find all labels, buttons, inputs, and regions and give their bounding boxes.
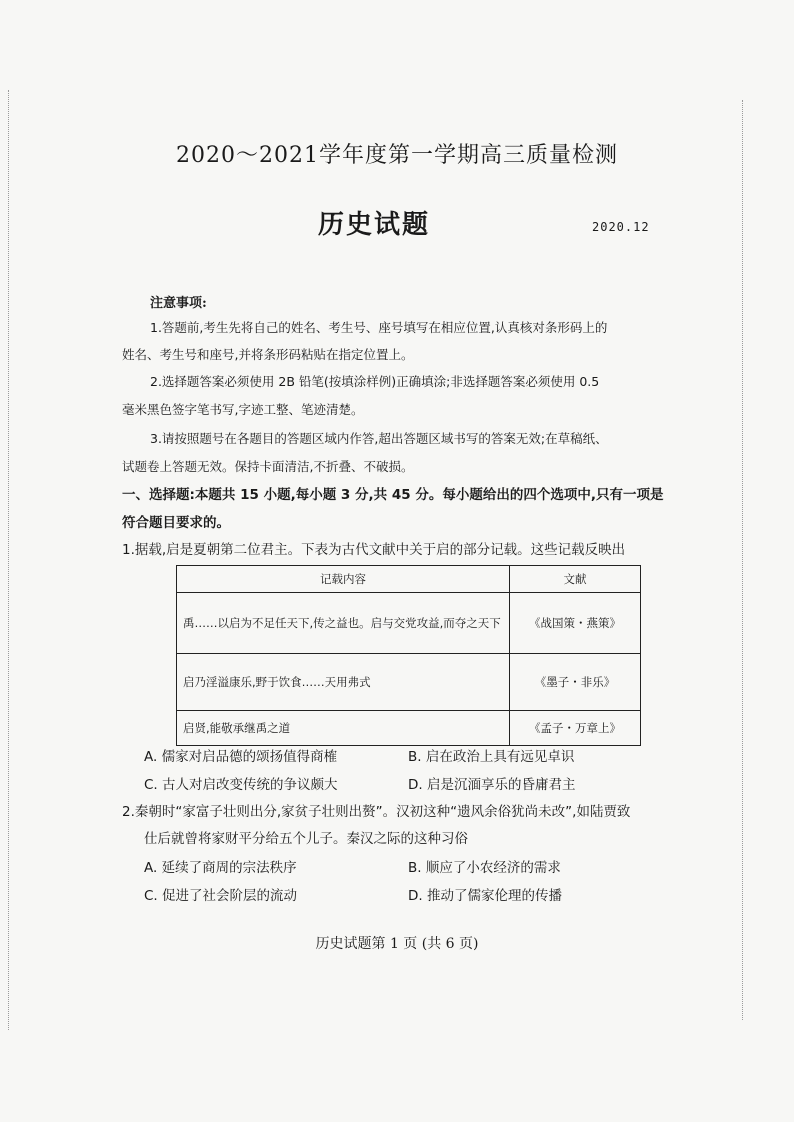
record-content: 启乃淫溢康乐,野于饮食……天用弗式 <box>177 654 510 711</box>
record-source: 《墨子・非乐》 <box>510 654 641 711</box>
record-source: 《孟子・万章上》 <box>510 711 641 746</box>
page-footer: 历史试题第 1 页 (共 6 页) <box>315 936 479 952</box>
q1-option-a: A. 儒家对启品德的颂扬值得商榷 <box>144 749 338 765</box>
exam-title: 2020～2021学年度第一学期高三质量检测 <box>176 143 618 168</box>
note-line: 3.请按照题号在各题目的答题区域内作答,超出答题区域书写的答案无效;在草稿纸、 <box>150 431 608 446</box>
table-row <box>177 711 641 746</box>
table-header-row <box>177 566 641 593</box>
records-table <box>176 565 641 746</box>
notes-heading: 注意事项: <box>150 296 207 311</box>
q2-option-d: D. 推动了儒家伦理的传播 <box>408 888 562 904</box>
exam-date: 2020.12 <box>592 220 650 234</box>
section-instructions: 一、选择题:本题共 15 小题,每小题 3 分,共 45 分。每小题给出的四个选项中,只有一项是 <box>122 487 664 503</box>
table-row <box>177 593 641 654</box>
record-content: 禹……以启为不足任天下,传之益也。启与交党攻益,而夺之天下 <box>177 593 510 654</box>
record-source: 《战国策・燕策》 <box>510 593 641 654</box>
note-line: 2.选择题答案必须使用 2B 铅笔(按填涂样例)正确填涂;非选择题答案必须使用 0.5 <box>150 374 600 389</box>
section-instructions: 符合题目要求的。 <box>122 515 230 531</box>
note-line: 试题卷上答题无效。保持卡面清洁,不折叠、不破损。 <box>122 459 414 474</box>
subject-title: 历史试题 <box>318 210 431 240</box>
scan-edge-left <box>8 90 10 1030</box>
q1-option-b: B. 启在政治上具有远见卓识 <box>408 749 575 765</box>
question-1-stem: 1.据载,启是夏朝第二位君主。下表为古代文献中关于启的部分记载。这些记载反映出 <box>122 542 626 558</box>
q2-option-a: A. 延续了商周的宗法秩序 <box>144 860 297 876</box>
record-content: 启贤,能敬承继禹之道 <box>177 711 510 746</box>
note-line: 毫米黑色签字笔书写,字迹工整、笔迹清楚。 <box>122 402 364 417</box>
q2-option-b: B. 顺应了小农经济的需求 <box>408 860 561 876</box>
table-header: 文献 <box>510 566 641 593</box>
note-line: 1.答题前,考生先将自己的姓名、考生号、座号填写在相应位置,认真核对条形码上的 <box>150 320 608 335</box>
table-header: 记载内容 <box>177 566 510 593</box>
q2-option-c: C. 促进了社会阶层的流动 <box>144 888 298 904</box>
question-2-stem: 仕后就曾将家财平分给五个儿子。秦汉之际的这种习俗 <box>144 831 468 847</box>
scan-edge-right <box>742 100 744 1020</box>
question-2-stem: 2.秦朝时“家富子壮则出分,家贫子壮则出赘”。汉初这种“遗风余俗犹尚未改”,如陆贾致 <box>122 804 631 820</box>
note-line: 姓名、考生号和座号,并将条形码粘贴在指定位置上。 <box>122 347 414 362</box>
q1-option-d: D. 启是沉湎享乐的昏庸君主 <box>408 777 576 793</box>
q1-option-c: C. 古人对启改变传统的争议颇大 <box>144 777 338 793</box>
table-row <box>177 654 641 711</box>
